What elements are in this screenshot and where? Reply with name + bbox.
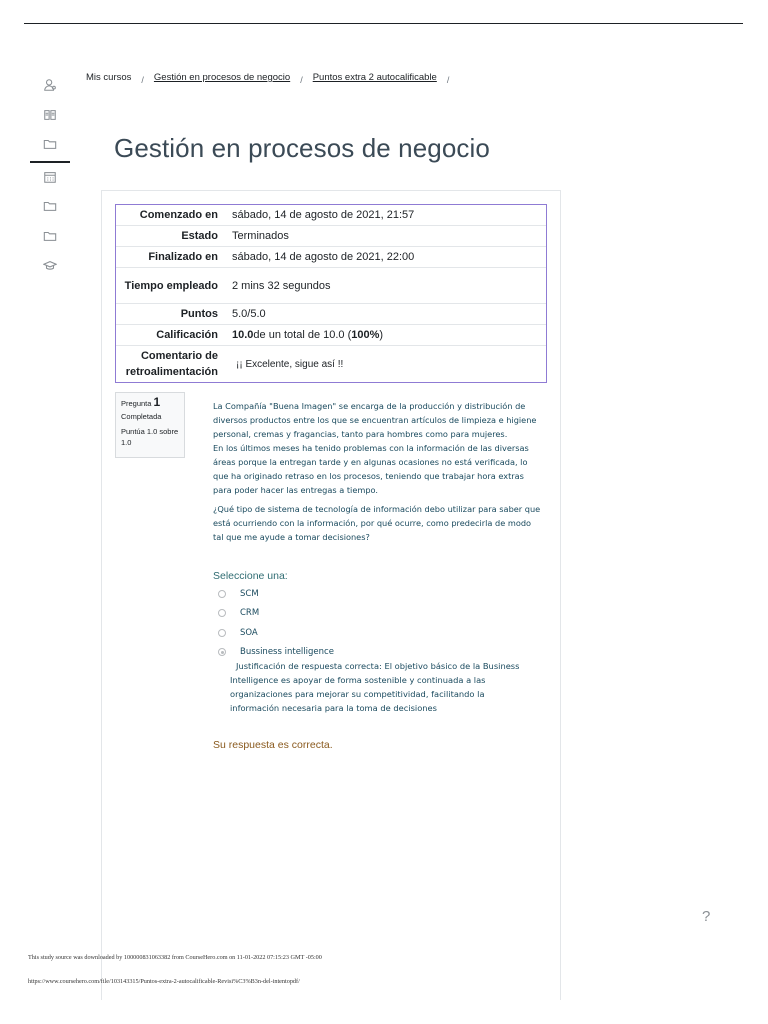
- summary-row-time-taken: [116, 268, 546, 304]
- grade-value: 10.0: [232, 329, 254, 341]
- answer-justification: [230, 659, 530, 715]
- summary-value: sábado, 14 de agosto de 2021, 22:00: [232, 251, 415, 263]
- summary-value: ¡¡ Excelente, sigue así !!: [236, 358, 344, 370]
- grade-total: de un total de 10.0 (: [253, 329, 352, 341]
- question-score: Puntúa 1.0 sobre 1.0: [121, 427, 179, 447]
- answer-option-selected[interactable]: [218, 647, 334, 657]
- select-one-label: Seleccione una:: [213, 570, 288, 582]
- answer-option[interactable]: [218, 628, 258, 638]
- question-info: [115, 392, 185, 458]
- breadcrumb-separator: /: [141, 74, 144, 85]
- summary-value: Terminados: [232, 230, 289, 242]
- breadcrumb-item-course[interactable]: Gestión en procesos de negocio: [153, 72, 291, 83]
- grades-icon[interactable]: [30, 104, 70, 126]
- radio-button-checked[interactable]: [218, 648, 226, 656]
- question-text: [213, 399, 543, 544]
- breadcrumb-separator: /: [446, 74, 450, 85]
- breadcrumb-item-quiz[interactable]: Puntos extra 2 autocalificable: [312, 72, 437, 83]
- summary-row-feedback: [116, 346, 546, 382]
- footer-source-url[interactable]: https://www.coursehero.com/file/103143315/Puntos-extra-2-autocalificable-Revisi%C3%B3n-del-intentopdf/: [28, 978, 300, 985]
- rail-active-indicator: [30, 161, 70, 163]
- radio-button[interactable]: [218, 590, 226, 598]
- question-prompt: ¿Qué tipo de sistema de tecnología de información debo utilizar para saber que está ocurriendo con la información, por qué ocurre, como predecirla de modo tal que me ayude a tomar decisiones?: [213, 504, 541, 542]
- radio-button[interactable]: [218, 609, 226, 617]
- radio-button[interactable]: [218, 629, 226, 637]
- summary-row-grade: [116, 325, 546, 346]
- footer-download-notice: This study source was downloaded by 100000831063382 from CourseHero.com on 11-01-2022 07:15:23 GMT -05:00: [28, 954, 322, 961]
- summary-row-finished: [116, 247, 546, 268]
- summary-key: Finalizado en: [148, 251, 218, 263]
- question-paragraph: La Compañía "Buena Imagen" se encarga de la producción y distribución de diversos productos entre los que se encuentran artículos de limpieza e higiene personal, cremas y fragancias, tanto para hombres como para mujeres.: [213, 401, 537, 439]
- answer-feedback: Su respuesta es correcta.: [213, 739, 333, 751]
- summary-key: Tiempo empleado: [124, 279, 218, 292]
- grade-percent: 100%: [351, 329, 380, 341]
- summary-value: sábado, 14 de agosto de 2021, 21:57: [232, 209, 415, 221]
- folder-icon[interactable]: [30, 225, 70, 247]
- breadcrumb: [86, 72, 459, 83]
- breadcrumb-item-my-courses[interactable]: Mis cursos: [86, 72, 132, 83]
- summary-value: 2 mins 32 segundos: [232, 279, 331, 292]
- top-divider: [24, 23, 743, 24]
- summary-key: Calificación: [156, 329, 218, 341]
- summary-key: Puntos: [180, 308, 218, 320]
- participants-icon[interactable]: [30, 74, 70, 96]
- summary-key: Comentario de retroalimentación: [125, 350, 218, 378]
- question-paragraph: En los últimos meses ha tenido problemas con la información de las diversas áreas porque la entregan tarde y en algunas ocasiones no está verificada, lo que ha originado retraso en los procesos, teniendo que trabajar hora extras para poder hacer las entregas a tiempo.: [213, 443, 529, 495]
- folder-icon[interactable]: [30, 133, 70, 155]
- answer-option[interactable]: [218, 589, 259, 599]
- folder-icon[interactable]: [30, 195, 70, 217]
- answer-label: Bussiness intelligence: [240, 647, 334, 657]
- justification-text: Justificación de respuesta correcta: El objetivo básico de la Business Intelligence es apoyar de forma sostenible y continuada a las organizaciones para mejorar su competitividad, facilitando la información necesaria para la toma de decisiones: [230, 661, 520, 713]
- summary-row-marks: [116, 304, 546, 325]
- answer-label: SOA: [240, 628, 258, 638]
- breadcrumb-separator: /: [300, 74, 303, 85]
- summary-value: [224, 325, 546, 345]
- summary-key: Comenzado en: [139, 209, 218, 221]
- help-button[interactable]: ?: [702, 908, 711, 925]
- summary-value: 5.0/5.0: [232, 308, 266, 320]
- grade-close: ): [379, 329, 384, 341]
- summary-key: Estado: [181, 230, 218, 242]
- calendar-icon[interactable]: [30, 166, 70, 188]
- answer-option[interactable]: [218, 608, 259, 618]
- summary-row-state: [116, 226, 546, 247]
- answer-label: CRM: [240, 608, 260, 618]
- question-state: Completada: [121, 412, 162, 421]
- attempt-summary-table: [115, 204, 547, 383]
- graduation-cap-icon[interactable]: [30, 255, 70, 277]
- summary-row-started: [116, 205, 546, 226]
- answer-label: SCM: [240, 589, 259, 599]
- question-label: Pregunta: [121, 399, 152, 408]
- question-number: 1: [153, 395, 161, 409]
- page-title: Gestión en procesos de negocio: [114, 133, 490, 163]
